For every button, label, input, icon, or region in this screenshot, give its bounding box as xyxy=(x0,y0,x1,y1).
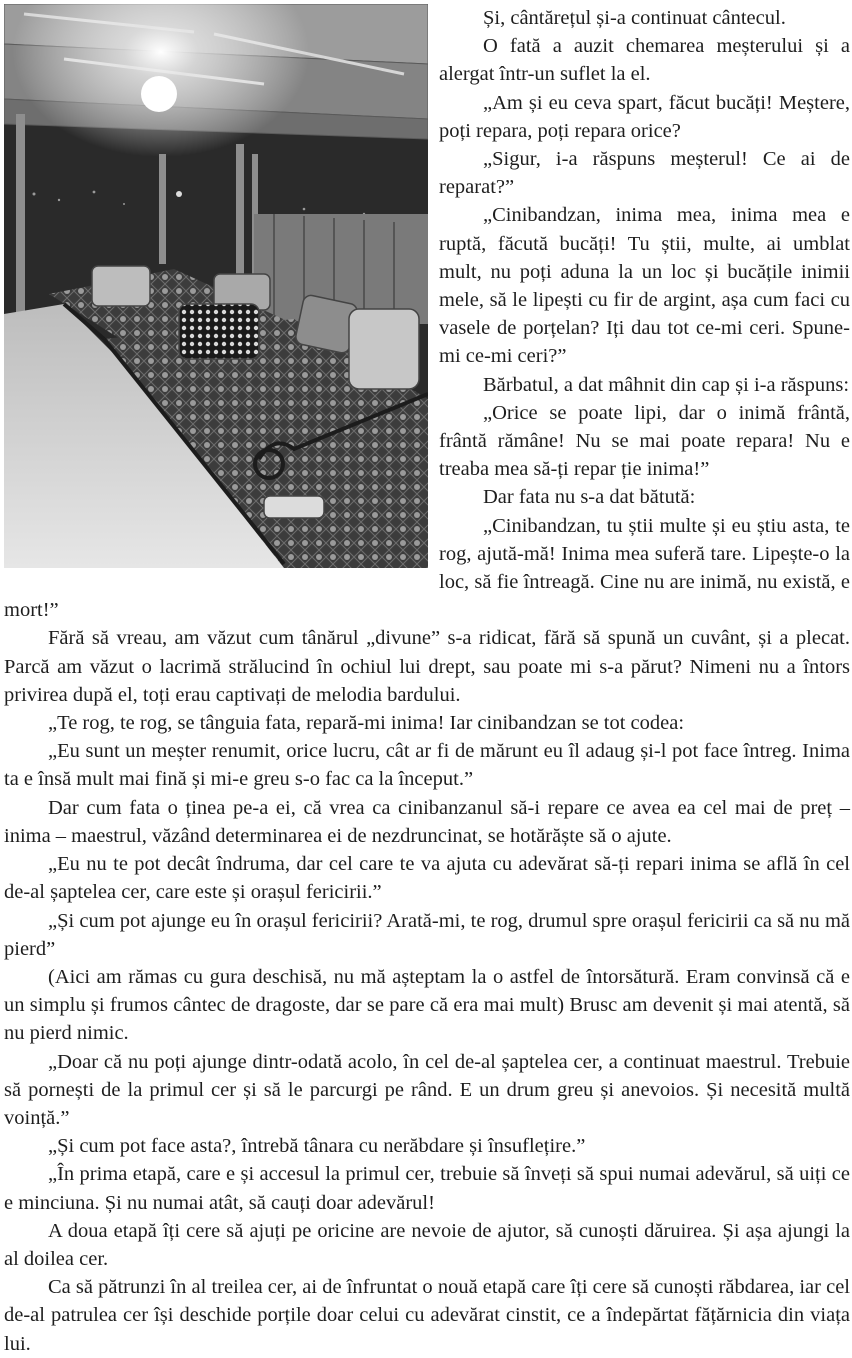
paragraph: O fată a auzit chemarea meșterului și a alergat într-un suflet la el. xyxy=(439,35,850,86)
paragraph: „Și cum pot ajunge eu în orașul fericirii? Arată-mi, te rog, drumul spre orașul fericirii ca să nu mă pierd” xyxy=(4,909,850,960)
paragraph: „Eu nu te pot decât îndruma, dar cel care te va ajuta cu adevărat să-ți repari inima se află în cel de-al șaptelea cer, care este și orașul fericirii.” xyxy=(4,853,850,904)
paragraph: „Cinibandzan, tu știi multe și eu știu asta, te rog, ajută-mă! Inima mea suferă tare. Lipește-o la loc, să fie întreagă. Cine nu are inimă, nu există, e mort!” xyxy=(4,514,850,622)
paragraph: „Orice se poate lipi, dar o inimă frântă, frântă rămâne! Nu se mai poate repara! Nu e treaba mea să-ți repar ție inima!” xyxy=(439,401,850,481)
document-page xyxy=(4,4,850,1358)
paragraph: „Sigur, i-a răspuns meșterul! Ce ai de reparat?” xyxy=(439,148,850,199)
paragraph: (Aici am rămas cu gura deschisă, nu mă așteptam la o astfel de întorsătură. Eram convinsă că e un simplu și frumos cântec de dragoste, dar se pare că era mai mult) Brusc am devenit și mai atentă, să nu pierd nimic. xyxy=(4,965,850,1045)
paragraph: Ca să pătrunzi în al treilea cer, ai de înfruntat o nouă etapă care îți cere să cunoști răbdarea, iar cel de-al patrulea cer își deschide porțile doar celui cu adevărat cinstit, ce a îndepărtat fățărnicia din viața lui. xyxy=(4,1276,850,1355)
paragraph: „Cinibandzan, inima mea, inima mea e ruptă, făcută bucăți! Tu știi, multe, ai umblat mult, nu poți aduna la un loc și bucățile inimii mele, să le lipești cu fir de argint, așa cum faci cu vasele de porțelan? Iți dau tot ce-mi ceri. Spune-mi ce-mi ceri?” xyxy=(439,204,850,368)
paragraph: „Eu sunt un meșter renumit, orice lucru, cât ar fi de mărunt eu îl adaug și-l pot face întreg. Inima ta e însă mult mai fină și mi-e greu s-o fac ca la început.” xyxy=(4,740,850,791)
paragraph: Fără să vreau, am văzut cum tânărul „divune” s-a ridicat, fără să spună un cuvânt, și a plecat. Parcă am văzut o lacrimă strălucind în ochiul lui drept, sau poate mi s-a părut? Nimeni nu a întors privirea după el, toți erau captivați de melodia bardului. xyxy=(4,627,850,706)
illustration-photo xyxy=(4,4,428,568)
paragraph: „Doar că nu poți ajunge dintr-odată acolo, în cel de-al șaptelea cer, a continuat maestrul. Trebuie să pornești de la primul cer și să le parcurgi pe rând. E un drum greu și anevoios. Și necesită multă voință.” xyxy=(4,1050,850,1129)
paragraph: „În prima etapă, care e și accesul la primul cer, trebuie să înveți să spui numai adevărul, să uiți ce e minciuna. Și nu numai atât, să cauți doar adevărul! xyxy=(4,1163,850,1214)
paragraph: „Am și eu ceva spart, făcut bucăți! Meștere, poți repara, poți repara orice? xyxy=(439,91,850,142)
paragraph: Și, cântărețul și-a continuat cântecul. xyxy=(483,7,786,29)
paragraph: Bărbatul, a dat mâhnit din cap și i-a răspuns: xyxy=(483,373,850,396)
paragraph: „Și cum pot face asta?, întrebă tânara cu nerăbdare și însuflețire.” xyxy=(48,1135,586,1158)
paragraph: Dar cum fata o ținea pe-a ei, că vrea ca cinibanzanul să-i repare ce avea ea cel mai de preț – inima – maestrul, văzând determinarea ei de nezdruncinat, se hotărăște să o ajute. xyxy=(4,796,850,847)
terrace-photo-image xyxy=(4,4,428,568)
paragraph: A doua etapă îți cere să ajuți pe oricine are nevoie de ajutor, să cunoști dăruirea. Și așa ajungi la al doilea cer. xyxy=(4,1219,850,1270)
paragraph: Dar fata nu s-a dat bătută: xyxy=(483,486,696,509)
paragraph: „Te rog, te rog, se tânguia fata, repară-mi inima! Iar cinibandzan se tot codea: xyxy=(48,712,685,735)
